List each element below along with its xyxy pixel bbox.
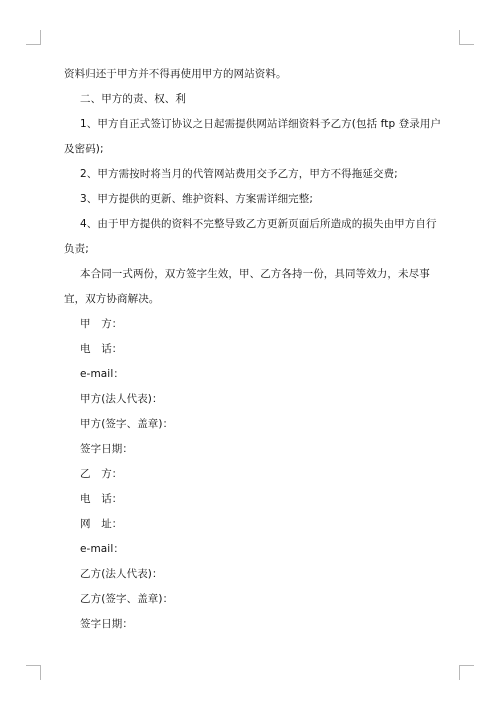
party-b-sign-date-field: 签字日期：: [80, 618, 133, 630]
closing-paragraph: 本合同一式两份，双方签字生效，甲、乙方各持一份，具同等效力，未尽事宜，双方协商解决。: [64, 268, 430, 305]
party-a-legal-rep-field: 甲方(法人代表)：: [80, 393, 163, 405]
party-a-sign-seal-field: 甲方(签字、盖章)：: [80, 418, 174, 430]
crop-mark-bottom-right: [459, 665, 474, 680]
paragraph-continuation: 资料归还于甲方并不得再使用甲方的网站资料。: [64, 68, 287, 80]
section-heading-party-a-duties: 二、甲方的责、权、利: [80, 93, 186, 105]
crop-mark-top-left: [26, 30, 41, 45]
party-b-website-field: 网 址：: [80, 518, 123, 530]
document-body: [64, 62, 444, 637]
clause-item-2: 2、甲方需按时将当月的代管网站费用交予乙方，甲方不得拖延交费;: [80, 168, 398, 180]
party-b-name-field: 乙 方：: [80, 468, 123, 480]
party-a-phone-field: 电 话：: [80, 343, 123, 355]
party-b-phone-field: 电 话：: [80, 493, 123, 505]
party-a-name-field: 甲 方：: [80, 318, 123, 330]
clause-item-3: 3、甲方提供的更新、维护资料、方案需详细完整;: [80, 193, 314, 205]
party-a-sign-date-field: 签字日期：: [80, 443, 133, 455]
crop-mark-bottom-left: [26, 665, 41, 680]
party-b-signature-block: [64, 462, 444, 637]
clause-item-4: 4、由于甲方提供的资料不完整导致乙方更新页面后所造成的损失由甲方自行负责;: [64, 218, 437, 255]
party-a-email-field: e-mail：: [80, 368, 124, 380]
clause-item-1: 1、甲方自正式签订协议之日起需提供网站详细资料予乙方(包括 ftp 登录用户及密码);: [64, 118, 442, 155]
party-b-email-field: e-mail：: [80, 543, 124, 555]
crop-mark-top-right: [459, 30, 474, 45]
party-b-legal-rep-field: 乙方(法人代表)：: [80, 568, 163, 580]
party-b-sign-seal-field: 乙方(签字、盖章)：: [80, 593, 174, 605]
party-a-signature-block: [64, 312, 444, 462]
